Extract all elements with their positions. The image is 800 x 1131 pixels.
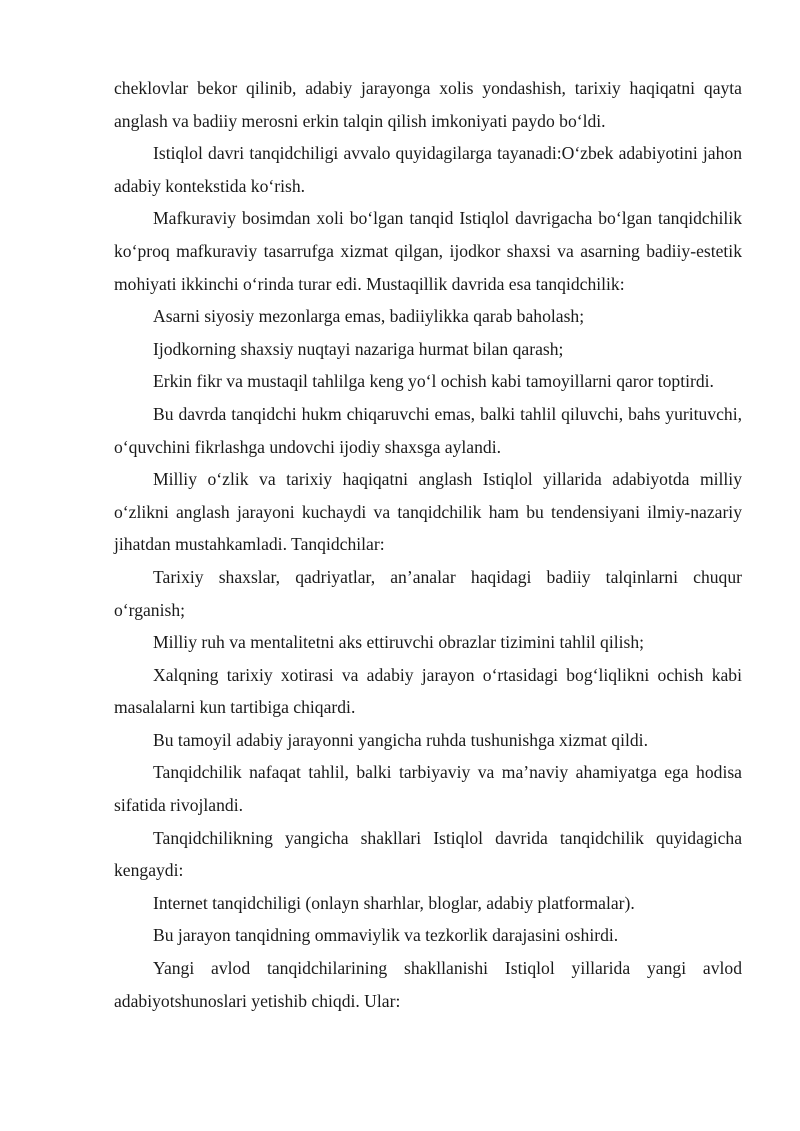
paragraph-10: Milliy ruh va mentalitetni aks ettiruvchi obrazlar tizimini tahlil qilish; xyxy=(153,632,645,653)
paragraph-9: Tarixiy shaxslar, qadriyatlar, an’analar haqidagi badiiy talqinlarni chuqur o‘rganish; xyxy=(114,566,742,620)
paragraph-1: cheklovlar bekor qilinib, adabiy jarayonga xolis yondashish, tarixiy haqiqatni qayta anglash va badiiy merosni erkin talqin qilish imkoniyati paydo bo‘ldi. xyxy=(114,78,742,131)
paragraph-16: Bu jarayon tanqidning ommaviylik va tezkorlik darajasini oshirdi. xyxy=(153,925,619,946)
paragraph-3: Mafkuraviy bosimdan xoli bo‘lgan tanqid Istiqlol davrigacha bo‘lgan tanqidchilik ko‘proq mafkuraviy tasarrufga xizmat qilgan, ijodkor shaxsi va asarning badiiy-estetik mohiyati ikkinchi o‘rinda turar edi. Mustaqillik davrida esa tanqidchilik: xyxy=(114,208,742,294)
paragraph-7: Bu davrda tanqidchi hukm chiqaruvchi emas, balki tahlil qiluvchi, bahs yurituvchi, o‘quvchini fikrlashga undovchi ijodiy shaxsga aylandi. xyxy=(114,403,742,457)
document-page xyxy=(114,72,742,1017)
paragraph-4: Asarni siyosiy mezonlarga emas, badiiylikka qarab baholash; xyxy=(153,306,585,327)
paragraph-6: Erkin fikr va mustaqil tahlilga keng yo‘l ochish kabi tamoyillarni qaror toptirdi. xyxy=(153,371,714,392)
paragraph-11: Xalqning tarixiy xotirasi va adabiy jarayon o‘rtasidagi bog‘liqlikni ochish kabi masalalarni kun tartibiga chiqardi. xyxy=(114,664,742,718)
paragraph-12: Bu tamoyil adabiy jarayonni yangicha ruhda tushunishga xizmat qildi. xyxy=(153,729,648,750)
paragraph-8: Milliy o‘zlik va tarixiy haqiqatni anglash Istiqlol yillarida adabiyotda milliy o‘zlikni anglash jarayoni kuchaydi va tanqidchilik ham bu tendensiyani ilmiy-nazariy jihatdan mustahkamladi. Tanqidchilar: xyxy=(114,469,742,555)
paragraph-14: Tanqidchilikning yangicha shakllari Istiqlol davrida tanqidchilik quyidagicha kengaydi: xyxy=(114,827,742,881)
paragraph-2: Istiqlol davri tanqidchiligi avvalo quyidagilarga tayanadi:O‘zbek adabiyotini jahon adabiy kontekstida ko‘rish. xyxy=(114,143,742,196)
paragraph-17: Yangi avlod tanqidchilarining shakllanishi Istiqlol yillarida yangi avlod adabiyotshunoslari yetishib chiqdi. Ular: xyxy=(114,958,742,1011)
paragraph-15: Internet tanqidchiligi (onlayn sharhlar, bloglar, adabiy platformalar). xyxy=(153,892,635,913)
paragraph-5: Ijodkorning shaxsiy nuqtayi nazariga hurmat bilan qarash; xyxy=(153,338,564,359)
paragraph-13: Tanqidchilik nafaqat tahlil, balki tarbiyaviy va ma’naviy ahamiyatga ega hodisa sifatida rivojlandi. xyxy=(114,762,742,816)
